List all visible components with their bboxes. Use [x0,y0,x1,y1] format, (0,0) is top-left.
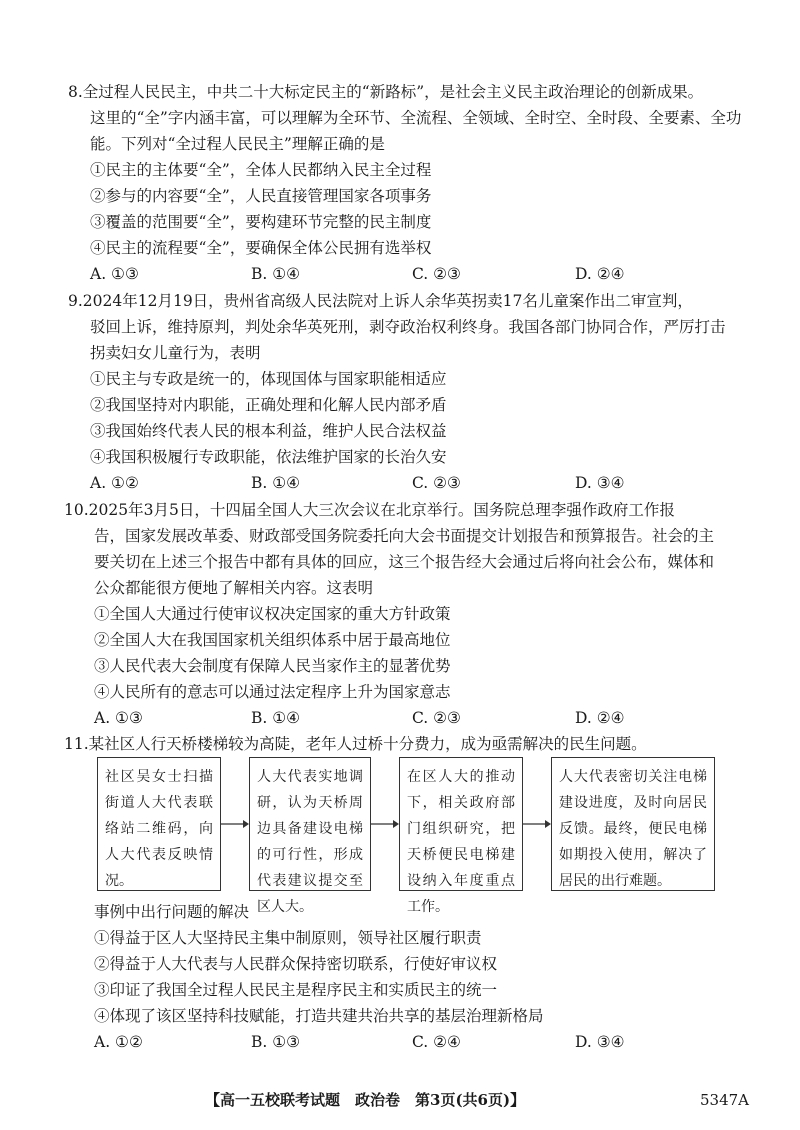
choice-c[interactable]: C. ②③ [412,709,461,727]
arrow-right-icon [221,819,249,829]
arrow-right-icon [523,819,551,829]
statement-option: ③我国始终代表人民的根本利益，维护人民合法权益 [90,422,447,440]
statement-option: ②参与的内容要“全”，人民直接管理国家各项事务 [90,187,432,205]
question-8 [68,79,768,287]
choice-a[interactable]: A. ①③ [90,265,139,283]
statement-option: ①得益于区人大坚持民主集中制原则，领导社区履行职责 [94,929,482,947]
question-stem-line: 公众都能很方便地了解相关内容。这表明 [94,579,374,597]
statement-option: ②我国坚持对内职能，正确处理和化解人民内部矛盾 [90,396,447,414]
choice-a[interactable]: A. ①③ [94,709,143,727]
question-11 [64,731,764,757]
arrow-right-icon [371,819,399,829]
statement-option: ④体现了该区坚持科技赋能，打造共建共治共享的基层治理新格局 [94,1007,544,1025]
statement-option: ③覆盖的范围要“全”，要构建环节完整的民主制度 [90,213,432,231]
choice-c[interactable]: C. ②③ [412,474,461,492]
statement-option: ③人民代表大会制度有保障人民当家作主的显著优势 [94,657,451,675]
choice-b[interactable]: B. ①③ [251,1033,301,1051]
statement-option: ①全国人大通过行使审议权决定国家的重大方针政策 [94,605,451,623]
statement-option: ②全国人大在我国国家机关组织体系中居于最高地位 [94,631,451,649]
question-stem-line: 要关切在上述三个报告中都有具体的回应，这三个报告经大会通过后将向社会公布，媒体和 [94,553,715,571]
choice-b[interactable]: B. ①④ [251,709,301,727]
choice-a[interactable]: A. ①② [90,474,139,492]
answer-choices [94,1029,774,1055]
question-stem-line: 驳回上诉，维持原判，判处余华英死刑，剥夺政治权利终身。我国各部门协同合作，严厉打击 [90,318,726,336]
footer-title: 【高一五校联考试题 政治卷 第3页(共6页)】 [205,1091,526,1109]
flow-step-4: 人大代表密切关注电梯建设进度，及时向居民反馈。最终，便民电梯如期投入使用，解决了居民的出行难题。 [551,757,715,891]
question-stem-line: 拐卖妇女儿童行为，表明 [90,344,261,362]
flow-step-2: 人大代表实地调研，认为天桥周边具备建设电梯的可行性，形成代表建议提交至区人大。 [249,757,371,891]
statement-option: ④人民所有的意志可以通过法定程序上升为国家意志 [94,683,451,701]
question-9 [68,288,768,496]
question-stem-line: 9.2024年12月19日，贵州省高级人民法院对上诉人余华英拐卖17名儿童案作出二审宣判， [68,292,693,310]
question-10 [64,497,764,731]
statement-option: ④我国积极履行专政职能，依法维护国家的长治久安 [90,448,447,466]
question-stem-line: 告，国家发展改革委、财政部受国务院委托向大会书面提交计划报告和预算报告。社会的主 [94,527,715,545]
choice-d[interactable]: D. ②④ [575,709,625,727]
statement-option: ②得益于人大代表与人民群众保持密切联系，行使好审议权 [94,955,498,973]
statement-option: ③印证了我国全过程人民民主是程序民主和实质民主的统一 [94,981,498,999]
choice-c[interactable]: C. ②③ [412,265,461,283]
page-footer [0,1087,800,1113]
answer-choices [68,261,768,287]
choice-b[interactable]: B. ①④ [251,265,301,283]
flow-step-3: 在区人大的推动下，相关政府部门组织研究，把天桥便民电梯建设纳入年度重点工作。 [399,757,523,891]
choice-d[interactable]: D. ②④ [575,265,625,283]
choice-c[interactable]: C. ②④ [412,1033,461,1051]
choice-d[interactable]: D. ③④ [575,474,625,492]
statement-option: ④民主的流程要“全”，要确保全体公民拥有选举权 [90,239,432,257]
question-stem-line: 这里的“全”字内涵丰富，可以理解为全环节、全流程、全领域、全时空、全时段、全要素、全功 [90,109,742,127]
question-stem-line: 8.全过程人民民主，中共二十大标定民主的“新路标”，是社会主义民主政治理论的创新成果。 [68,83,704,101]
question-11-options [94,899,774,1055]
footer-code: 5347A [700,1091,750,1109]
choice-b[interactable]: B. ①④ [251,474,301,492]
answer-choices [68,470,768,496]
question-prompt: 事例中出行问题的解决 [94,903,250,921]
choice-d[interactable]: D. ③④ [575,1033,625,1051]
choice-a[interactable]: A. ①② [94,1033,143,1051]
question-stem-line: 能。下列对“全过程人民民主”理解正确的是 [90,135,385,153]
statement-option: ①民主的主体要“全”，全体人民都纳入民主全过程 [90,161,432,179]
question-stem-line: 10.2025年3月5日，十四届全国人大三次会议在北京举行。国务院总理李强作政府工作报 [64,501,675,519]
statement-option: ①民主与专政是统一的，体现国体与国家职能相适应 [90,370,447,388]
answer-choices [64,705,764,731]
question-stem-line: 11.某社区人行天桥楼梯较为高陡，老年人过桥十分费力，成为亟需解决的民生问题。 [64,735,647,753]
flow-step-1: 社区吴女士扫描街道人大代表联络站二维码，向人大代表反映情况。 [97,757,221,891]
